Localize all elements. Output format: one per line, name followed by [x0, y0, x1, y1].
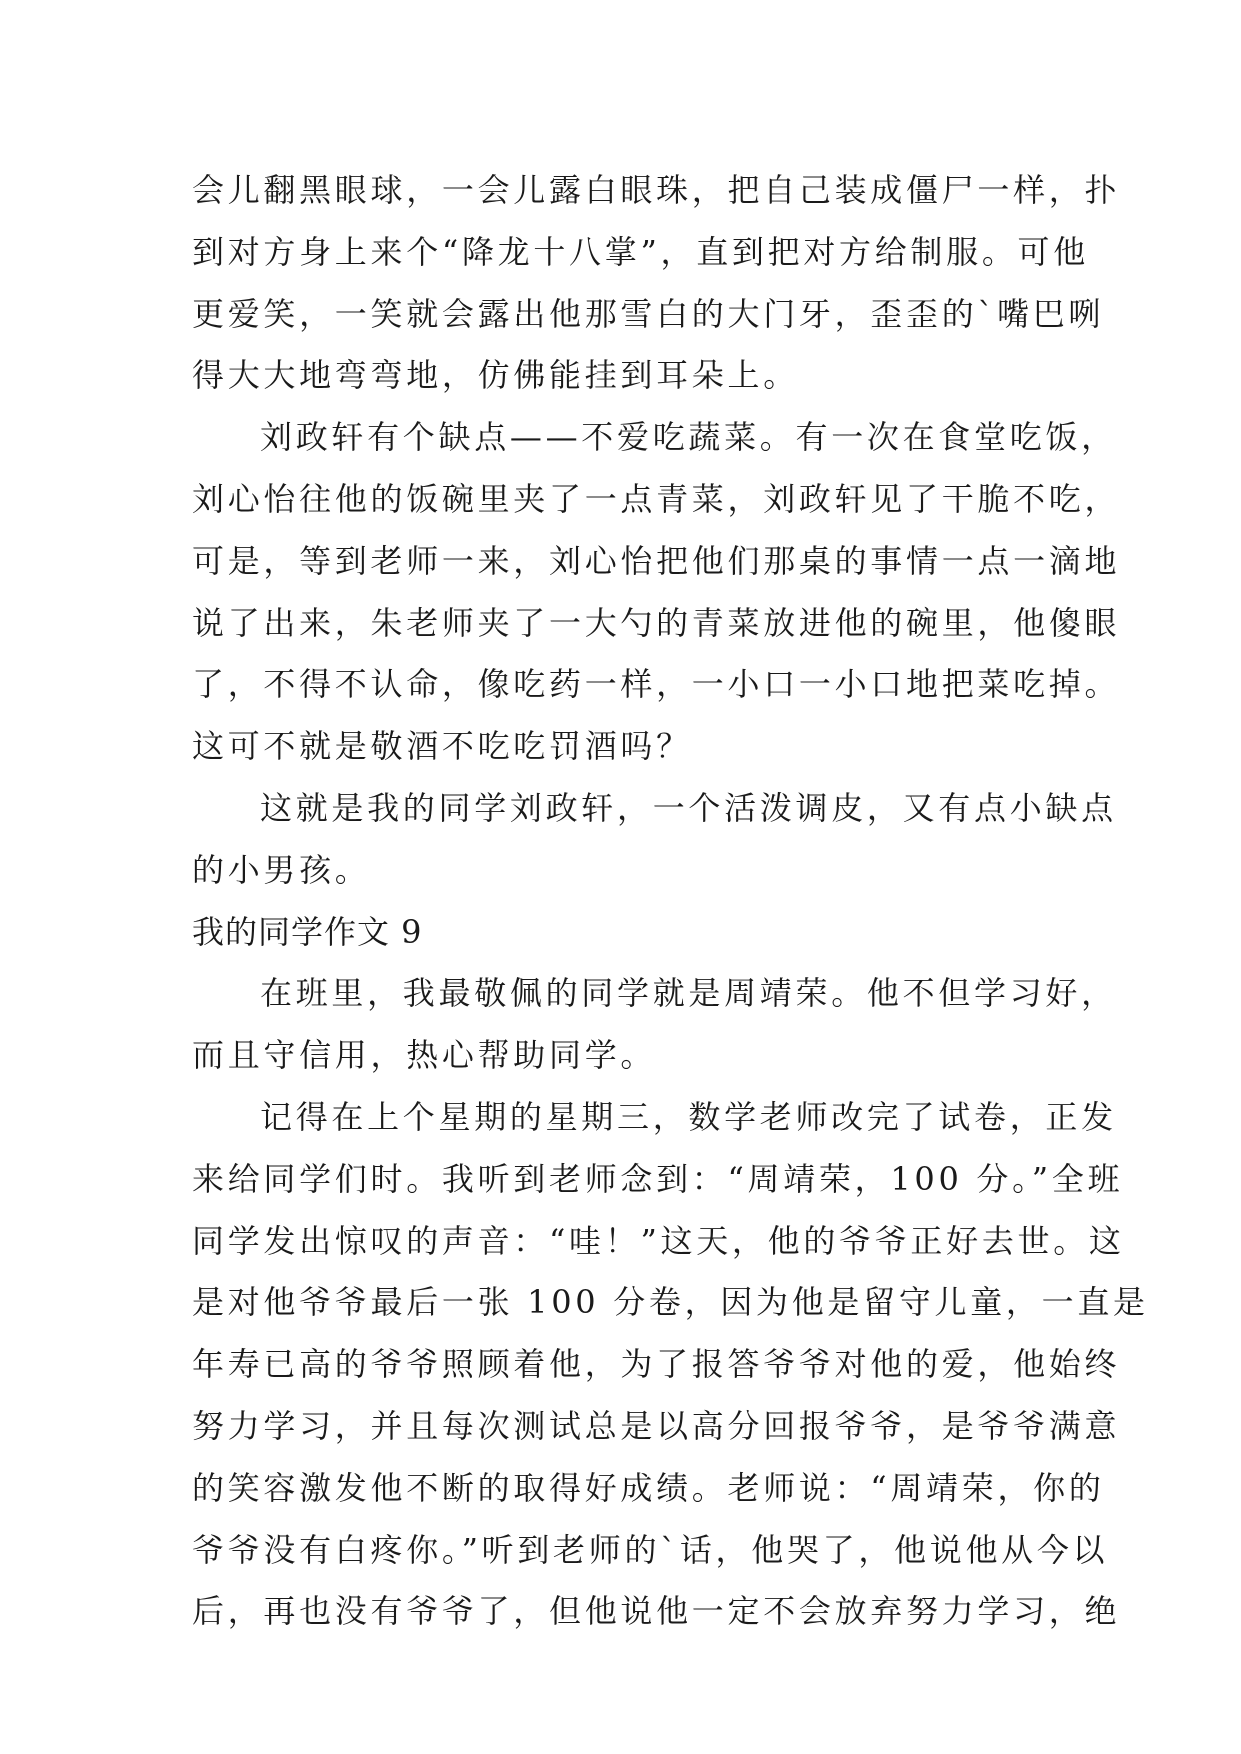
text-line: 努力学习，并且每次测试总是以高分回报爷爷，是爷爷满意 — [192, 1406, 1121, 1445]
text-line: 同学发出惊叹的声音：“哇！”这天，他的爷爷正好去世。这 — [192, 1221, 1125, 1260]
text-line: 后，再也没有爷爷了，但他说他一定不会放弃努力学习，绝 — [192, 1592, 1121, 1631]
text-line: 的小男孩。 — [192, 850, 371, 889]
text-line: 说了出来，朱老师夹了一大勺的青菜放进他的碗里，他傻眼 — [192, 603, 1121, 642]
paragraph-first-line: 在班里，我最敬佩的同学就是周靖荣。他不但学习好， — [260, 974, 1117, 1013]
text-line: 来给同学们时。我听到老师念到：“周靖荣，100 分。”全班 — [192, 1159, 1124, 1198]
text-line: 了，不得不认命，像吃药一样，一小口一小口地把菜吃掉。 — [192, 665, 1121, 704]
paragraph-first-line: 这就是我的同学刘政轩，一个活泼调皮，又有点小缺点 — [260, 788, 1117, 827]
text-line: 是对他爷爷最后一张 100 分卷，因为他是留守儿童，一直是 — [192, 1283, 1149, 1322]
text-line: 得大大地弯弯地，仿佛能挂到耳朵上。 — [192, 356, 799, 395]
text-line: 而且守信用，热心帮助同学。 — [192, 1036, 657, 1075]
paragraph-first-line: 刘政轩有个缺点——不爱吃蔬菜。有一次在食堂吃饭， — [260, 418, 1117, 457]
text-line: 刘心怡往他的饭碗里夹了一点青菜，刘政轩见了干脆不吃， — [192, 479, 1121, 518]
text-line: 的笑容激发他不断的取得好成绩。老师说：“周靖荣，你的 — [192, 1468, 1105, 1507]
text-line: 这可不就是敬酒不吃吃罚酒吗？ — [192, 727, 692, 766]
text-line: 可是，等到老师一来，刘心怡把他们那桌的事情一点一滴地 — [192, 541, 1121, 580]
section-heading: 我的同学作文 9 — [192, 912, 423, 951]
paragraph-first-line: 记得在上个星期的星期三，数学老师改完了试卷，正发 — [260, 1097, 1117, 1136]
essay-text — [192, 160, 1149, 1643]
text-line: 年寿已高的爷爷照顾着他，为了报答爷爷对他的爱，他始终 — [192, 1345, 1121, 1384]
text-line: 更爱笑，一笑就会露出他那雪白的大门牙，歪歪的`嘴巴咧 — [192, 294, 1105, 333]
text-line: 会儿翻黑眼球，一会儿露白眼珠，把自己装成僵尸一样，扑 — [192, 171, 1121, 209]
text-line: 爷爷没有白疼你。”听到老师的`话，他哭了，他说他从今以 — [192, 1530, 1109, 1569]
text-line: 到对方身上来个“降龙十八掌”，直到把对方给制服。可他 — [192, 232, 1089, 271]
